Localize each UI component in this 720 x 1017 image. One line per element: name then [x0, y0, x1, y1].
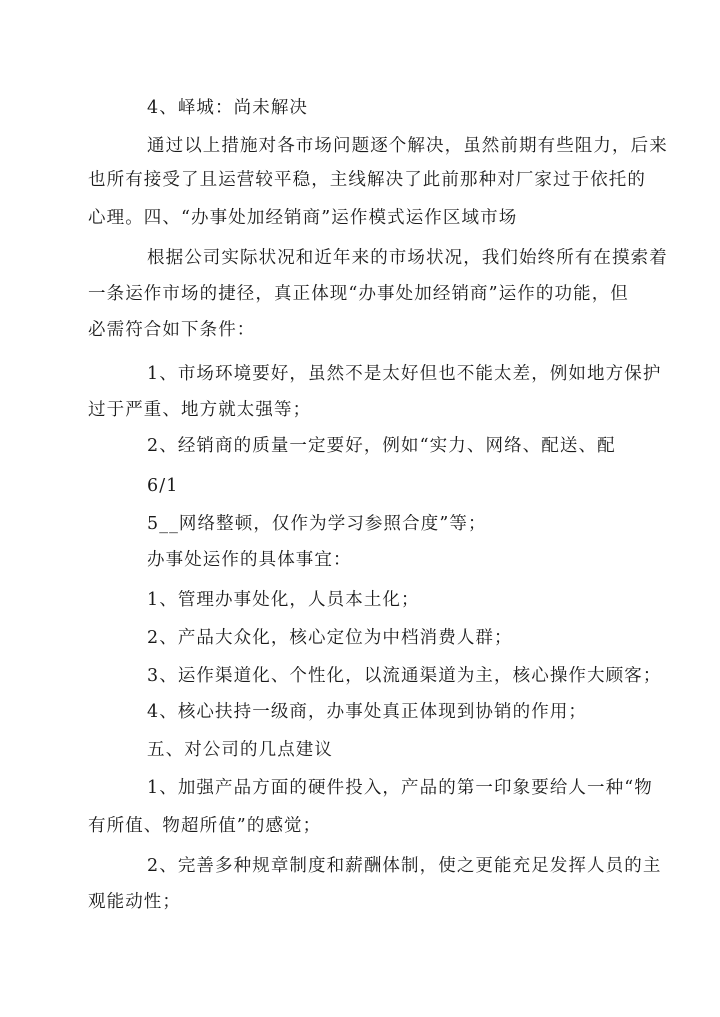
text-line-17: 1、加强产品方面的硬件投入，产品的第一印象要给人一种“物	[147, 778, 653, 798]
text-line-7: 必需符合如下条件：	[88, 320, 256, 340]
text-line-8: 1、市场环境要好，虽然不是太好但也不能太差，例如地方保护	[147, 364, 662, 384]
text-line-6: 一条运作市场的捷径，真正体现“办事处加经销商”运作的功能，但	[88, 284, 629, 304]
page-number: 6/1	[147, 476, 179, 496]
text-line-19: 2、完善多种规章制度和薪酬体制，使之更能充足发挥人员的主	[147, 856, 662, 876]
text-line-10: 2、经销商的质量一定要好，例如“实力、网络、配送、配	[147, 436, 616, 456]
text-line-20: 观能动性；	[88, 892, 181, 912]
text-line-16: 4、核心扶持一级商，办事处真正体现到协销的作用；	[147, 702, 588, 722]
text-line-1: 4、峄城：尚未解决	[147, 98, 309, 118]
text-line-12: 办事处运作的具体事宜：	[147, 550, 352, 570]
text-line-15: 3、运作渠道化、个性化，以流通渠道为主，核心操作大顾客；	[147, 666, 662, 686]
text-line-11: 5__网络整顿，仅作为学习参照合度”等；	[147, 514, 487, 534]
section-heading-5: 五、对公司的几点建议	[147, 740, 333, 760]
text-line-18: 有所值、物超所值”的感觉；	[88, 816, 322, 836]
text-line-3: 也所有接受了且运营较平稳，主线解决了此前那种对厂家过于依托的	[88, 170, 646, 190]
text-line-5: 根据公司实际状况和近年来的市场状况，我们始终所有在摸索着	[147, 248, 668, 268]
text-line-14: 2、产品大众化，核心定位为中档消费人群；	[147, 628, 513, 648]
text-line-2: 通过以上措施对各市场问题逐个解决，虽然前期有些阻力，后来	[147, 136, 668, 156]
text-line-4: 心理。四、“办事处加经销商”运作模式运作区域市场	[88, 208, 518, 228]
text-line-9: 过于严重、地方就太强等；	[88, 400, 312, 420]
text-line-13: 1、管理办事处化，人员本土化；	[147, 590, 420, 610]
